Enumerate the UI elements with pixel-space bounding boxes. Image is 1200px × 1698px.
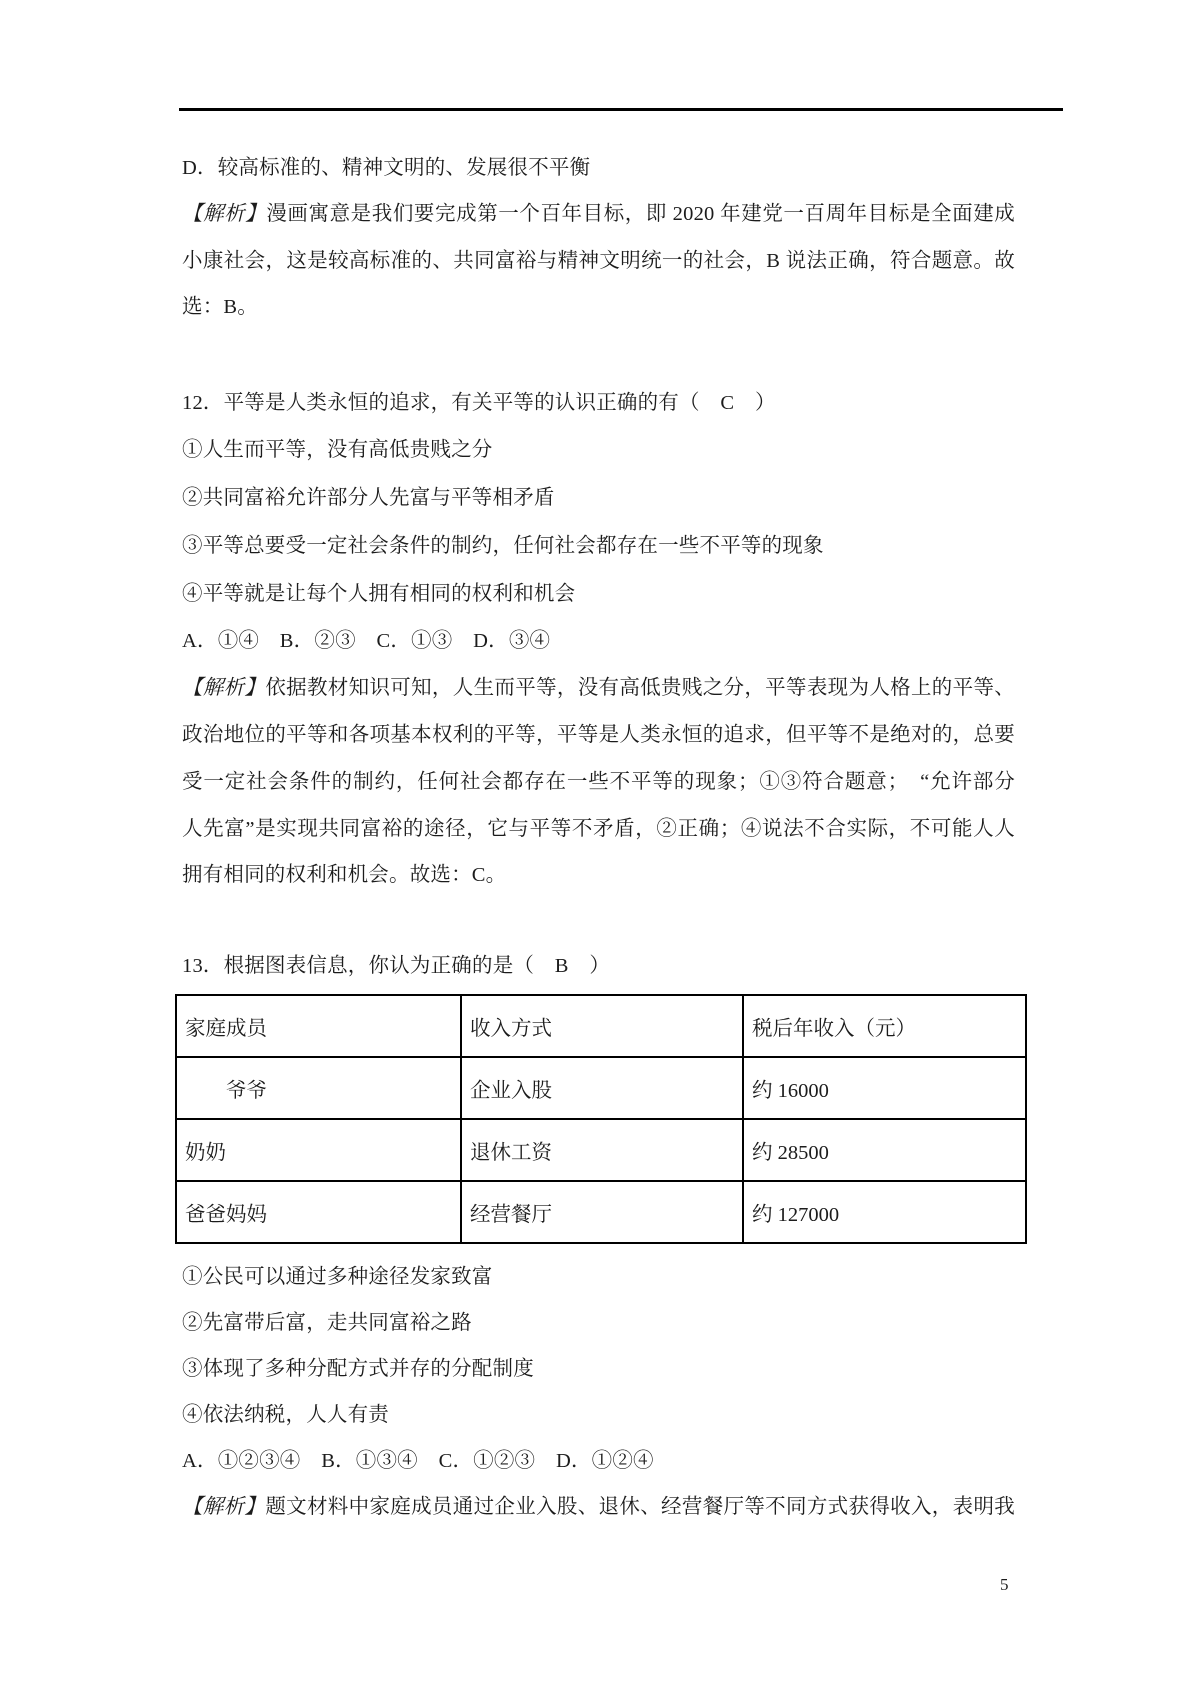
- q12-item-4: ④平等就是让每个人拥有相同的权利和机会: [182, 583, 576, 605]
- q11-option-d: D．较高标准的、精神文明的、发展很不平衡: [182, 157, 591, 179]
- q13-item-4: ④依法纳税，人人有责: [182, 1404, 389, 1426]
- q11-analysis-line-2: 小康社会，这是较高标准的、共同富裕与精神文明统一的社会，B 说法正确，符合题意。故: [182, 250, 1015, 272]
- table-row: [176, 1119, 1026, 1181]
- header-divider: [179, 108, 1063, 111]
- q12-item-3: ③平等总要受一定社会条件的制约，任何社会都存在一些不平等的现象: [182, 535, 824, 557]
- q13-analysis-line-1: [182, 1493, 1015, 1521]
- analysis-text: 依据教材知识可知，人生而平等，没有高低贵贱之分，平等表现为人格上的平等、: [265, 677, 1015, 699]
- income-table: [175, 994, 1027, 1244]
- q13-item-1: ①公民可以通过多种途径发家致富: [182, 1266, 493, 1288]
- table-cell: 爷爷: [176, 1057, 461, 1119]
- q11-analysis-line-3: 选：B。: [182, 296, 258, 318]
- analysis-label: 【解析】: [182, 677, 266, 699]
- page-number: 5: [1000, 1575, 1009, 1594]
- q12-analysis-line-4: 人先富”是实现共同富裕的途径，它与平等不矛盾，②正确；④说法不合实际，不可能人人: [182, 818, 1015, 840]
- q12-item-2: ②共同富裕允许部分人先富与平等相矛盾: [182, 487, 555, 509]
- q12-analysis-line-5: 拥有相同的权利和机会。故选：C。: [182, 864, 507, 886]
- analysis-label: 【解析】: [182, 203, 267, 225]
- table-cell: 奶奶: [176, 1119, 461, 1181]
- table-cell: 经营餐厅: [461, 1181, 743, 1243]
- table-cell: 企业入股: [461, 1057, 743, 1119]
- q13-stem: 13．根据图表信息，你认为正确的是（ B ）: [182, 955, 611, 977]
- q12-analysis-line-1: [182, 674, 1015, 702]
- table-header-cell: 税后年收入（元）: [743, 995, 1026, 1057]
- q13-item-3: ③体现了多种分配方式并存的分配制度: [182, 1358, 534, 1380]
- table-cell: 约 28500: [743, 1119, 1026, 1181]
- table-cell: 约 127000: [743, 1181, 1026, 1243]
- q12-analysis-line-3: 受一定社会条件的制约，任何社会都存在一些不平等的现象；①③符合题意； “允许部分: [182, 771, 1015, 793]
- q13-item-2: ②先富带后富，走共同富裕之路: [182, 1312, 472, 1334]
- q12-item-1: ①人生而平等，没有高低贵贱之分: [182, 439, 493, 461]
- q12-analysis-line-2: 政治地位的平等和各项基本权利的平等，平等是人类永恒的追求，但平等不是绝对的，总要: [182, 724, 1015, 746]
- q12-options: A．①④ B．②③ C．①③ D．③④: [182, 630, 551, 652]
- table-cell: 退休工资: [461, 1119, 743, 1181]
- table-cell: 约 16000: [743, 1057, 1026, 1119]
- table-row: [176, 1181, 1026, 1243]
- q11-analysis-line-1: [182, 200, 1015, 228]
- analysis-text: 漫画寓意是我们要完成第一个百年目标，即 2020 年建党一百周年目标是全面建成: [266, 203, 1015, 225]
- analysis-label: 【解析】: [182, 1496, 266, 1518]
- table-header-cell: 收入方式: [461, 995, 743, 1057]
- table-row: [176, 1057, 1026, 1119]
- table-header-cell: 家庭成员: [176, 995, 461, 1057]
- q12-stem: 12．平等是人类永恒的追求，有关平等的认识正确的有（ C ）: [182, 392, 776, 414]
- table-cell: 爸爸妈妈: [176, 1181, 461, 1243]
- table-header-row: [176, 995, 1026, 1057]
- q13-options: A．①②③④ B．①③④ C．①②③ D．①②④: [182, 1450, 654, 1472]
- analysis-text: 题文材料中家庭成员通过企业入股、退休、经营餐厅等不同方式获得收入，表明我: [265, 1496, 1015, 1518]
